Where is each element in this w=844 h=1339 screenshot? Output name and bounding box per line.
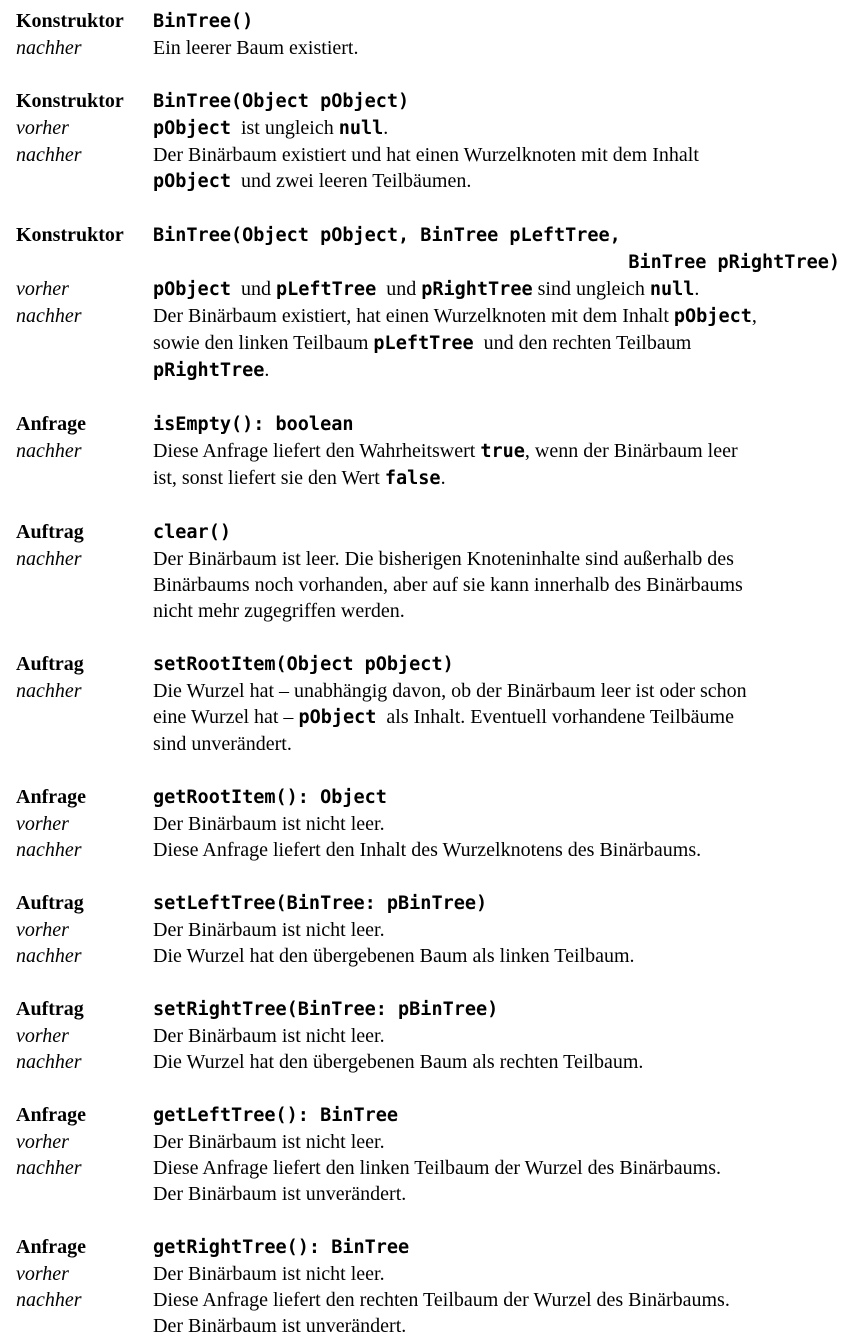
spec-row [16, 917, 840, 943]
row-content [153, 303, 840, 384]
row-label: nachher [16, 839, 82, 861]
code-span: setLeftTree(BinTree: pBinTree) [153, 893, 488, 914]
row-line [153, 678, 840, 704]
code-span: pRightTree [421, 279, 533, 300]
spec-row [16, 943, 840, 969]
row-label: vorher [16, 813, 69, 835]
spec-row [16, 1023, 840, 1049]
row-line [153, 996, 840, 1023]
row-content [153, 917, 840, 943]
code-span: pObject [153, 118, 231, 139]
row-content [153, 890, 840, 917]
row-line [153, 411, 840, 438]
text-span: Die Wurzel hat – unabhängig davon, ob der Binärbaum leer ist oder schon [153, 680, 747, 702]
spec-row [16, 837, 840, 863]
row-label: Anfrage [16, 413, 86, 435]
row-content [153, 1023, 840, 1049]
text-span: . [383, 117, 389, 139]
row-content [153, 1129, 840, 1155]
row-label: Konstruktor [16, 90, 124, 112]
row-content [153, 1234, 840, 1261]
row-line [153, 890, 840, 917]
text-span: Der Binärbaum ist nicht leer. [153, 1263, 385, 1285]
row-label: nachher [16, 1157, 82, 1179]
spec-row [16, 88, 840, 115]
spec-section [16, 88, 840, 195]
code-span: BinTree(Object pObject) [153, 91, 410, 112]
text-span: . [440, 467, 446, 489]
spec-section [16, 1234, 840, 1339]
row-label: nachher [16, 548, 82, 570]
spec-section [16, 8, 840, 61]
spec-row [16, 222, 840, 276]
row-content [153, 8, 840, 35]
row-line [153, 1023, 840, 1049]
row-label: Auftrag [16, 521, 84, 543]
text-span: Der Binärbaum ist leer. Die bisherigen Knoteninhalte sind außerhalb des [153, 548, 734, 570]
code-span: BinTree(Object pObject, BinTree pLeftTree, [153, 225, 621, 246]
text-span: Die Wurzel hat den übergebenen Baum als linken Teilbaum. [153, 945, 635, 967]
row-content [153, 1102, 840, 1129]
code-span: getLeftTree(): BinTree [153, 1105, 399, 1126]
row-label: Anfrage [16, 1236, 86, 1258]
row-line [153, 142, 840, 168]
text-span: sind ungleich [532, 278, 650, 300]
row-line [153, 1181, 840, 1207]
row-line [153, 1234, 840, 1261]
text-span: als Inhalt. Eventuell vorhandene Teilbäume [376, 706, 734, 728]
row-label: Anfrage [16, 786, 86, 808]
spec-section [16, 890, 840, 969]
spec-section [16, 222, 840, 384]
row-line [153, 1049, 840, 1075]
code-span: pObject [153, 279, 231, 300]
text-span: ist ungleich [230, 117, 339, 139]
row-line [153, 115, 840, 142]
spec-row [16, 1287, 840, 1339]
row-line [153, 1102, 840, 1129]
spec-section [16, 519, 840, 624]
code-span: null [338, 118, 384, 139]
code-span: getRootItem(): Object [153, 787, 387, 808]
spec-section [16, 996, 840, 1075]
spec-row [16, 1234, 840, 1261]
row-label: vorher [16, 1263, 69, 1285]
spec-row [16, 115, 840, 142]
row-line [153, 438, 840, 465]
spec-row [16, 142, 840, 195]
row-line [153, 1313, 840, 1339]
spec-row [16, 438, 840, 492]
text-span: , [751, 305, 757, 327]
row-line [153, 651, 840, 678]
text-span: Der Binärbaum ist unverändert. [153, 1315, 407, 1337]
spec-row [16, 1102, 840, 1129]
code-span: false [384, 468, 441, 489]
row-label: nachher [16, 144, 82, 166]
row-line [153, 168, 840, 195]
spec-row [16, 1261, 840, 1287]
text-span: , wenn der Binärbaum leer [524, 440, 738, 462]
code-span: true [480, 441, 525, 462]
text-span: Diese Anfrage liefert den Wahrheitswert [153, 440, 481, 462]
row-content [153, 1287, 840, 1339]
row-content [153, 996, 840, 1023]
row-content [153, 943, 840, 969]
row-label: nachher [16, 1289, 82, 1311]
row-label: Konstruktor [16, 10, 124, 32]
row-line [153, 598, 840, 624]
row-line [153, 811, 840, 837]
code-span: null [649, 279, 695, 300]
row-content [153, 411, 840, 438]
text-span: und den rechten Teilbaum [473, 332, 692, 354]
spec-row [16, 546, 840, 624]
spec-row [16, 784, 840, 811]
code-span: pObject [298, 707, 377, 728]
code-span: setRightTree(BinTree: pBinTree) [153, 999, 499, 1020]
spec-row [16, 8, 840, 35]
row-content [153, 546, 840, 624]
spec-row [16, 996, 840, 1023]
spec-row [16, 1049, 840, 1075]
code-span: BinTree pRightTree) [628, 252, 840, 273]
row-content [153, 276, 840, 303]
row-content [153, 222, 840, 276]
spec-row [16, 651, 840, 678]
code-span: setRootItem(Object pObject) [153, 654, 454, 675]
row-content [153, 35, 840, 61]
row-content [153, 115, 840, 142]
row-content [153, 88, 840, 115]
row-label: vorher [16, 117, 69, 139]
row-content [153, 784, 840, 811]
row-label: nachher [16, 305, 82, 327]
row-label: Auftrag [16, 653, 84, 675]
row-content [153, 438, 840, 492]
row-content [153, 519, 840, 546]
text-span: Der Binärbaum ist nicht leer. [153, 1131, 385, 1153]
spec-section [16, 784, 840, 863]
code-span: pObject [153, 171, 231, 192]
row-line [153, 837, 840, 863]
text-span: Der Binärbaum existiert und hat einen Wurzelknoten mit dem Inhalt [153, 144, 699, 166]
row-content [153, 811, 840, 837]
text-span: Der Binärbaum ist nicht leer. [153, 919, 385, 941]
row-label: vorher [16, 919, 69, 941]
row-line [153, 303, 840, 330]
text-span: Der Binärbaum ist unverändert. [153, 1183, 407, 1205]
row-content [153, 1155, 840, 1207]
spec-section [16, 1102, 840, 1207]
spec-row [16, 1155, 840, 1207]
spec-row [16, 890, 840, 917]
text-span: ist, sonst liefert sie den Wert [153, 467, 385, 489]
spec-row [16, 411, 840, 438]
row-line [153, 1261, 840, 1287]
code-span: clear() [153, 522, 231, 543]
row-line [153, 1129, 840, 1155]
row-label: vorher [16, 1025, 69, 1047]
text-span: Diese Anfrage liefert den linken Teilbaum der Wurzel des Binärbaums. [153, 1157, 721, 1179]
row-label: vorher [16, 1131, 69, 1153]
row-line [153, 784, 840, 811]
row-line [153, 276, 840, 303]
row-label: Konstruktor [16, 224, 124, 246]
row-line [153, 330, 840, 357]
text-span: sind unverändert. [153, 733, 292, 755]
spec-row [16, 276, 840, 303]
text-span: sowie den linken Teilbaum [153, 332, 374, 354]
code-span: isEmpty(): boolean [153, 414, 354, 435]
row-line [153, 519, 840, 546]
row-line [153, 8, 840, 35]
text-span: und [376, 278, 422, 300]
row-line [153, 731, 840, 757]
text-span: eine Wurzel hat – [153, 706, 299, 728]
code-span: getRightTree(): BinTree [153, 1237, 410, 1258]
row-line [153, 1287, 840, 1313]
spec-row [16, 1129, 840, 1155]
text-span: Binärbaums noch vorhanden, aber auf sie kann innerhalb des Binärbaums [153, 574, 743, 596]
row-content [153, 1049, 840, 1075]
row-label: nachher [16, 680, 82, 702]
spec-section [16, 411, 840, 492]
spec-row [16, 35, 840, 61]
row-label: nachher [16, 440, 82, 462]
row-line [153, 704, 840, 731]
code-span: pRightTree [153, 360, 265, 381]
row-line [153, 465, 840, 492]
row-label: Auftrag [16, 892, 84, 914]
code-span: BinTree() [153, 11, 254, 32]
text-span: Der Binärbaum ist nicht leer. [153, 1025, 385, 1047]
row-line [153, 572, 840, 598]
row-label: nachher [16, 1051, 82, 1073]
row-line [153, 943, 840, 969]
row-content [153, 1261, 840, 1287]
row-label: nachher [16, 37, 82, 59]
spec-row [16, 678, 840, 757]
row-content [153, 678, 840, 757]
spec-row [16, 303, 840, 384]
text-span: Der Binärbaum ist nicht leer. [153, 813, 385, 835]
row-line [153, 917, 840, 943]
text-span: Ein leerer Baum existiert. [153, 37, 359, 59]
row-label: vorher [16, 278, 69, 300]
text-span: Der Binärbaum existiert, hat einen Wurzelknoten mit dem Inhalt [153, 305, 674, 327]
text-span: nicht mehr zugegriffen werden. [153, 600, 405, 622]
row-label: Auftrag [16, 998, 84, 1020]
row-label: Anfrage [16, 1104, 86, 1126]
text-span: und [230, 278, 276, 300]
text-span: Diese Anfrage liefert den Inhalt des Wurzelknotens des Binärbaums. [153, 839, 702, 861]
row-label: nachher [16, 945, 82, 967]
row-line [153, 357, 840, 384]
text-span: . [264, 359, 270, 381]
row-content [153, 142, 840, 195]
text-span: Die Wurzel hat den übergebenen Baum als rechten Teilbaum. [153, 1051, 644, 1073]
row-line [153, 1155, 840, 1181]
row-line [153, 88, 840, 115]
text-span: . [694, 278, 700, 300]
text-span: und zwei leeren Teilbäumen. [230, 170, 472, 192]
code-span: pLeftTree [373, 333, 474, 354]
code-span: pLeftTree [275, 279, 377, 300]
spec-section [16, 651, 840, 757]
spec-row [16, 811, 840, 837]
row-line [153, 222, 840, 249]
text-span: Diese Anfrage liefert den rechten Teilbaum der Wurzel des Binärbaums. [153, 1289, 730, 1311]
spec-row [16, 519, 840, 546]
row-line [153, 546, 840, 572]
spec-table [16, 8, 840, 1339]
row-line [153, 249, 840, 276]
code-span: pObject [673, 306, 752, 327]
row-content [153, 837, 840, 863]
row-line [153, 35, 840, 61]
row-content [153, 651, 840, 678]
